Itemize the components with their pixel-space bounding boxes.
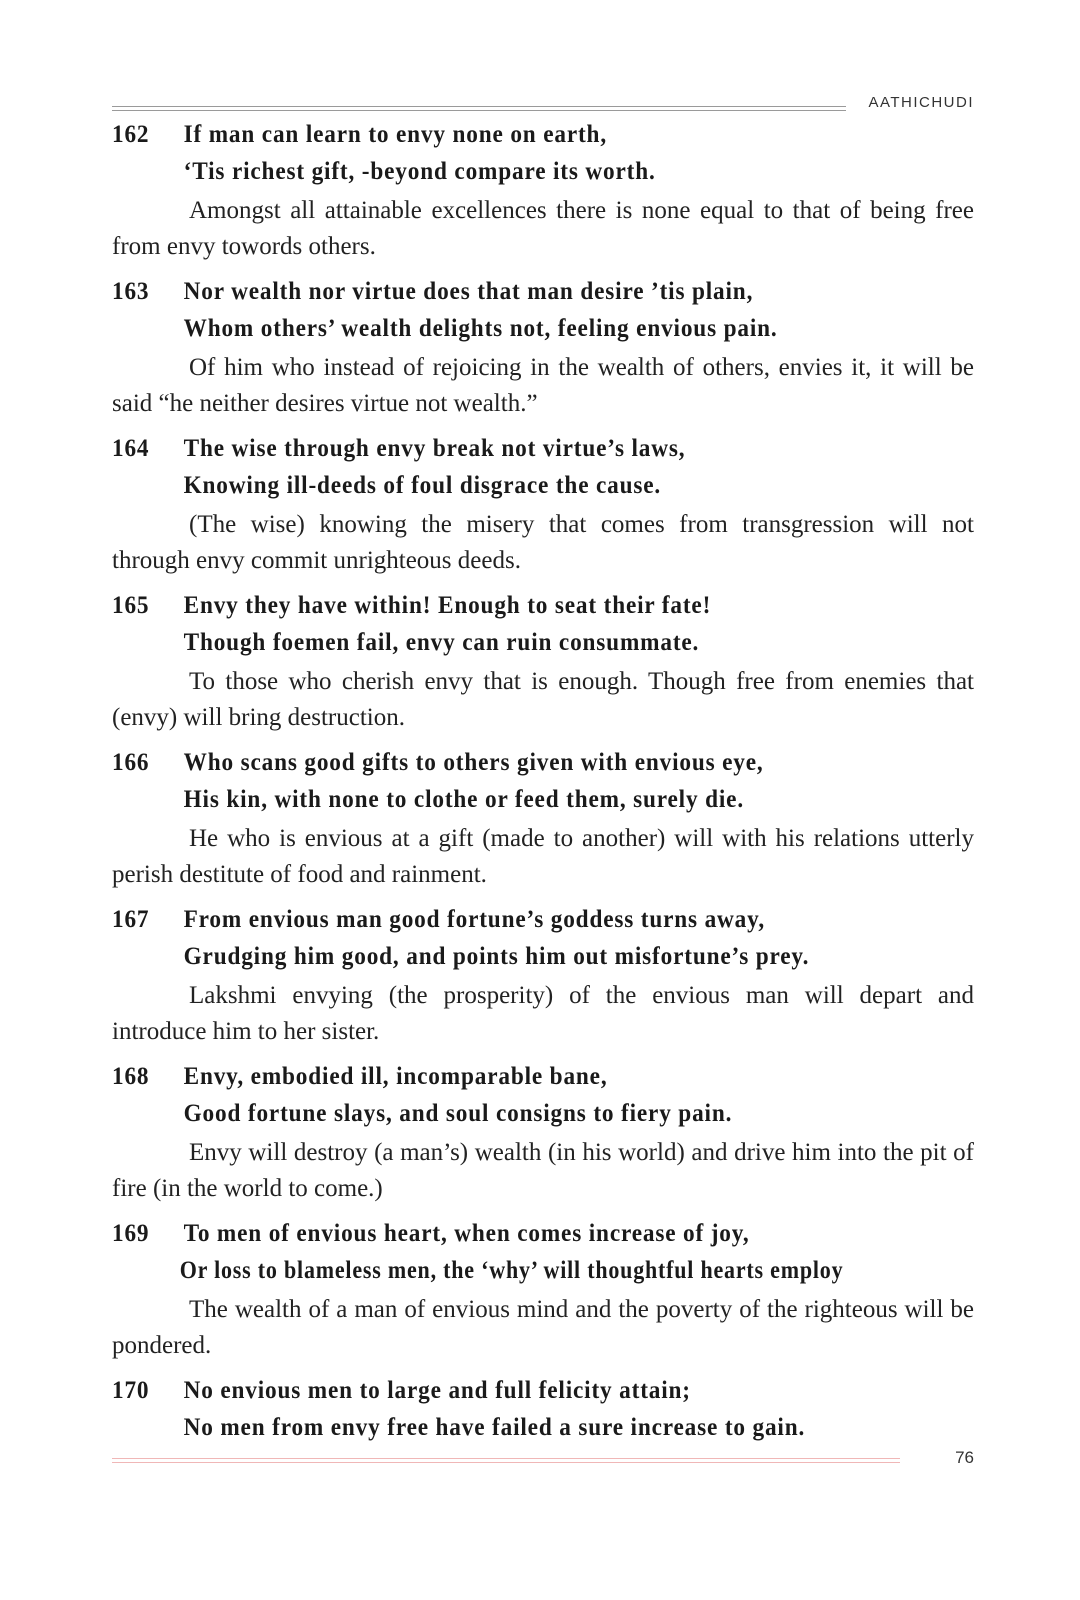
verse-line-2: Though foemen fail, envy can ruin consummate. — [183, 629, 700, 656]
verse-line-2: Or loss to blameless men, the ‘why’ will thoughtful hearts employ — [179, 1257, 844, 1284]
kural-168 — [112, 1058, 974, 1207]
kural-163 — [112, 273, 974, 422]
verse-line-1 — [112, 744, 914, 781]
explanation: To those who cherish envy that is enough. Though free from enemies that (envy) will bring destruction. — [112, 668, 974, 731]
page-content — [112, 116, 974, 1446]
verse-text: No envious men to large and full felicity attain; — [183, 1377, 691, 1404]
verse-line-1 — [112, 430, 914, 467]
verse-line-1 — [112, 116, 914, 153]
kural-166 — [112, 744, 974, 893]
verse-text: The wise through envy break not virtue’s laws, — [183, 435, 686, 462]
explanation: Envy will destroy (a man’s) wealth (in his world) and drive him into the pit of fire (in the world to come.) — [112, 1139, 974, 1202]
verse-line-2: Good fortune slays, and soul consigns to fiery pain. — [183, 1100, 733, 1127]
book-title: AATHICHUDI — [868, 94, 974, 111]
kural-number: 166 — [112, 749, 150, 776]
kural-number: 167 — [112, 906, 150, 933]
footer-rule — [112, 1458, 900, 1463]
page-footer — [112, 1448, 974, 1468]
verse-text: From envious man good fortune’s goddess turns away, — [183, 906, 765, 933]
verse-line-1 — [112, 1058, 914, 1095]
kural-number: 165 — [112, 592, 150, 619]
kural-162 — [112, 116, 974, 265]
kural-number: 162 — [112, 121, 150, 148]
verse-line-2: Whom others’ wealth delights not, feeling envious pain. — [183, 315, 778, 342]
verse-line-2: ‘Tis richest gift, -beyond compare its worth. — [183, 158, 656, 185]
verse-text: Envy, embodied ill, incomparable bane, — [183, 1063, 608, 1090]
page-number: 76 — [955, 1448, 974, 1467]
kural-number: 170 — [112, 1377, 150, 1404]
verse-line-1 — [112, 273, 914, 310]
kural-164 — [112, 430, 974, 579]
kural-169 — [112, 1215, 974, 1364]
kural-170 — [112, 1372, 974, 1446]
verse-line-1 — [112, 587, 914, 624]
explanation: Lakshmi envying (the prosperity) of the envious man will depart and introduce him to her sister. — [112, 982, 974, 1045]
running-header — [112, 94, 974, 114]
kural-number: 169 — [112, 1220, 150, 1247]
verse-text: Envy they have within! Enough to seat their fate! — [183, 592, 712, 619]
kural-number: 163 — [112, 278, 150, 305]
verse-line-1 — [112, 1215, 914, 1252]
verse-text: Nor wealth nor virtue does that man desire ’tis plain, — [183, 278, 754, 305]
kural-167 — [112, 901, 974, 1050]
verse-text: To men of envious heart, when comes increase of joy, — [183, 1220, 750, 1247]
verse-line-1 — [112, 1372, 914, 1409]
header-rule — [112, 106, 846, 111]
verse-line-2: No men from envy free have failed a sure increase to gain. — [183, 1414, 806, 1441]
explanation: Of him who instead of rejoicing in the wealth of others, envies it, it will be said “he neither desires virtue not wealth.” — [112, 354, 974, 417]
verse-line-2: Knowing ill-deeds of foul disgrace the cause. — [183, 472, 662, 499]
explanation: He who is envious at a gift (made to another) will with his relations utterly perish destitute of food and rainment. — [112, 825, 974, 888]
verse-line-2: His kin, with none to clothe or feed them, surely die. — [183, 786, 744, 813]
kural-165 — [112, 587, 974, 736]
verse-text: If man can learn to envy none on earth, — [183, 121, 607, 148]
explanation: (The wise) knowing the misery that comes from transgression will not through envy commit unrighteous deeds. — [112, 511, 974, 574]
kural-number: 164 — [112, 435, 150, 462]
kural-number: 168 — [112, 1063, 150, 1090]
verse-line-2: Grudging him good, and points him out misfortune’s prey. — [183, 943, 810, 970]
verse-text: Who scans good gifts to others given with envious eye, — [183, 749, 764, 776]
verse-line-1 — [112, 901, 914, 938]
explanation: The wealth of a man of envious mind and the poverty of the righteous will be pondered. — [112, 1296, 974, 1359]
explanation: Amongst all attainable excellences there is none equal to that of being free from envy towords others. — [112, 197, 974, 260]
